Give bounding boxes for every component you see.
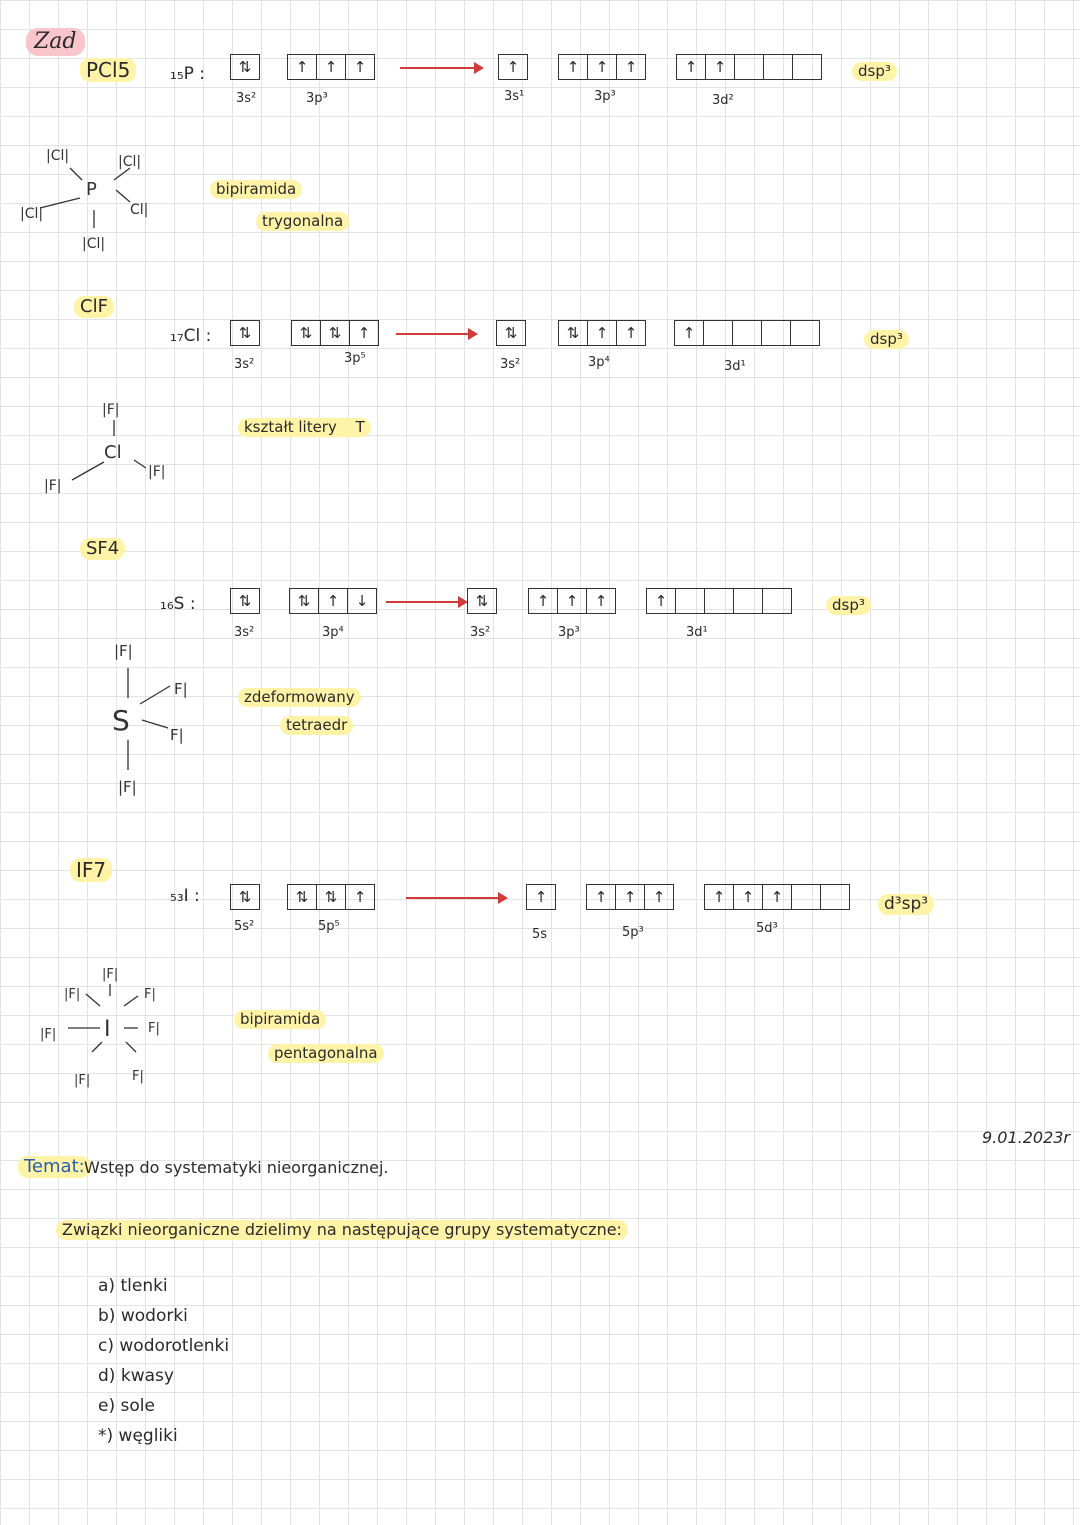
lewis-ligand: |F| xyxy=(40,1027,57,1042)
list-marker: d) xyxy=(98,1366,116,1386)
lewis-ligand: |Cl| xyxy=(82,236,106,252)
orbital-box: ↑ xyxy=(617,320,646,346)
lewis-ligand: |F| xyxy=(102,967,119,982)
formula-pcl5: PCl5 xyxy=(80,58,136,82)
title-zad: Zad xyxy=(26,28,85,56)
orbital-s-ground-3s xyxy=(230,588,260,614)
lewis-ligand: |F| xyxy=(44,478,62,494)
list-item xyxy=(98,1426,178,1446)
intro-text: Związki nieorganiczne dzielimy na następujące grupy systematyczne: xyxy=(56,1220,628,1240)
label-3p5: 3p⁵ xyxy=(344,351,366,366)
orbital-box: ⇅ xyxy=(317,884,346,910)
orbital-box: ⇅ xyxy=(230,54,260,80)
lewis-ligand: |F| xyxy=(74,1073,91,1088)
geometry-pcl5-line2: trygonalna xyxy=(256,212,349,231)
orbital-box: ↑ xyxy=(674,320,704,346)
lewis-ligand: F| xyxy=(144,987,156,1002)
list-marker: *) xyxy=(98,1426,114,1446)
label-3s2-excited: 3s² xyxy=(470,625,491,640)
lewis-center: P xyxy=(86,179,97,200)
geometry-sf4-line2: tetraedr xyxy=(280,716,353,735)
orbital-box xyxy=(763,588,792,614)
orbital-box: ⇅ xyxy=(291,320,321,346)
list-item xyxy=(98,1306,188,1326)
orbital-i-excited-5s xyxy=(526,884,556,910)
lewis-structure-sf4 xyxy=(90,636,210,806)
topic-text: Wstęp do systematyki nieorganicznej. xyxy=(84,1158,389,1177)
orbital-box: ↑ xyxy=(498,54,528,80)
hybridization-if7: d³sp³ xyxy=(878,894,934,915)
list-item xyxy=(98,1396,155,1416)
formula-if7: IF7 xyxy=(70,858,112,882)
orbital-box: ⇅ xyxy=(230,320,260,346)
geometry-sf4-line1: zdeformowany xyxy=(238,688,361,707)
list-marker: c) xyxy=(98,1336,114,1356)
excitation-arrow xyxy=(400,67,482,69)
label-3d2: 3d² xyxy=(712,93,734,108)
orbital-box: ⇅ xyxy=(496,320,526,346)
orbital-box xyxy=(676,588,705,614)
orbital-box xyxy=(705,588,734,614)
lewis-ligand: F| xyxy=(174,680,188,698)
orbital-box: ↑ xyxy=(528,588,558,614)
orbital-box: ↑ xyxy=(645,884,674,910)
orbital-box: ⇅ xyxy=(289,588,319,614)
list-marker: a) xyxy=(98,1276,116,1296)
orbital-box: ↑ xyxy=(586,884,616,910)
orbital-box: ↑ xyxy=(346,54,375,80)
orbital-box xyxy=(792,884,821,910)
lewis-ligand: |F| xyxy=(102,402,120,418)
orbital-box: ↑ xyxy=(734,884,763,910)
orbital-p-excited-3p xyxy=(558,54,646,80)
list-text: wodorotlenki xyxy=(119,1336,230,1356)
orbital-box: ↑ xyxy=(588,54,617,80)
lewis-ligand: |Cl| xyxy=(46,148,70,164)
geometry-clf-text: kształt litery xyxy=(244,418,337,436)
orbital-box: ⇅ xyxy=(230,588,260,614)
orbital-p-ground-3s xyxy=(230,54,260,80)
orbital-box: ↑ xyxy=(704,884,734,910)
orbital-box xyxy=(704,320,733,346)
geometry-clf-letter: T xyxy=(355,418,365,436)
orbital-box: ↑ xyxy=(587,588,616,614)
orbital-box: ⇅ xyxy=(321,320,350,346)
lewis-center: I xyxy=(104,1017,111,1042)
excitation-arrow xyxy=(386,601,466,603)
hybridization-sf4: dsp³ xyxy=(826,596,871,615)
orbital-box xyxy=(821,884,850,910)
geometry-if7-line2: pentagonalna xyxy=(268,1044,384,1063)
list-text: tlenki xyxy=(120,1276,168,1296)
label-3s1: 3s¹ xyxy=(504,89,525,104)
list-item xyxy=(98,1336,229,1356)
topic-label: Temat: xyxy=(18,1156,91,1178)
label-3d1: 3d¹ xyxy=(724,359,746,374)
orbital-box: ↑ xyxy=(676,54,706,80)
orbital-p-ground-3p xyxy=(287,54,375,80)
list-text: kwasy xyxy=(120,1366,174,1386)
lewis-ligand: |F| xyxy=(118,778,137,796)
list-text: węgliki xyxy=(118,1426,178,1446)
label-3p4: 3p⁴ xyxy=(588,355,610,370)
list-marker: e) xyxy=(98,1396,116,1416)
atom-label-p: ₁₅P : xyxy=(170,64,206,84)
orbital-box: ↑ xyxy=(617,54,646,80)
orbital-s-ground-3p xyxy=(289,588,377,614)
formula-clf: ClF xyxy=(74,296,114,318)
label-5p5: 5p⁵ xyxy=(318,919,340,934)
orbital-s-excited-3s xyxy=(467,588,497,614)
label-3p4: 3p⁴ xyxy=(322,625,344,640)
orbital-cl-ground-3s xyxy=(230,320,260,346)
list-text: sole xyxy=(120,1396,155,1416)
orbital-i-ground-5p xyxy=(287,884,375,910)
orbital-cl-ground-3p xyxy=(291,320,379,346)
orbital-box: ↑ xyxy=(350,320,379,346)
lewis-center: S xyxy=(112,704,130,737)
lewis-ligand: F| xyxy=(148,1021,160,1036)
lewis-ligand: |Cl| xyxy=(118,154,142,170)
orbital-box: ↑ xyxy=(317,54,346,80)
label-3s2: 3s² xyxy=(236,91,257,106)
label-3d1: 3d¹ xyxy=(686,625,708,640)
label-3p3: 3p³ xyxy=(306,91,328,106)
orbital-box: ↑ xyxy=(346,884,375,910)
lewis-ligand: Cl| xyxy=(130,202,149,218)
orbital-box: ↑ xyxy=(287,54,317,80)
lewis-ligand: |F| xyxy=(148,464,166,480)
geometry-if7-line1: bipiramida xyxy=(234,1010,326,1029)
label-3p3-excited: 3p³ xyxy=(594,89,616,104)
lewis-ligand: |F| xyxy=(64,987,81,1002)
orbital-s-excited-3p xyxy=(528,588,616,614)
orbital-box xyxy=(735,54,764,80)
hybridization-clf: dsp³ xyxy=(864,330,909,349)
lewis-structure-if7 xyxy=(40,956,190,1096)
atom-label-cl: ₁₇Cl : xyxy=(170,326,212,346)
orbital-box: ↓ xyxy=(348,588,377,614)
atom-label-s: ₁₆S : xyxy=(160,594,196,614)
orbital-cl-excited-3d xyxy=(674,320,820,346)
date: 9.01.2023r xyxy=(982,1128,1071,1147)
orbital-box xyxy=(762,320,791,346)
label-3p3: 3p³ xyxy=(558,625,580,640)
lewis-structure-pcl5 xyxy=(20,140,180,260)
orbital-cl-excited-3p xyxy=(558,320,646,346)
orbital-box: ⇅ xyxy=(230,884,260,910)
lewis-ligand: F| xyxy=(132,1069,144,1084)
formula-sf4: SF4 xyxy=(80,538,125,560)
list-item xyxy=(98,1276,168,1296)
hybridization-pcl5: dsp³ xyxy=(852,62,897,81)
orbital-box: ↑ xyxy=(616,884,645,910)
label-3s2: 3s² xyxy=(234,357,255,372)
label-5s2: 5s² xyxy=(234,919,255,934)
lewis-center: Cl xyxy=(104,442,122,463)
excitation-arrow xyxy=(406,897,506,899)
orbital-box: ↑ xyxy=(558,588,587,614)
orbital-box: ↑ xyxy=(526,884,556,910)
orbital-box xyxy=(734,588,763,614)
label-3s2: 3s² xyxy=(234,625,255,640)
orbital-box: ↑ xyxy=(588,320,617,346)
lewis-ligand: |F| xyxy=(114,642,133,660)
orbital-i-excited-5d xyxy=(704,884,850,910)
geometry-clf xyxy=(238,418,371,437)
lewis-structure-clf xyxy=(40,394,190,504)
orbital-p-excited-3s xyxy=(498,54,528,80)
lewis-ligand: F| xyxy=(170,726,184,744)
orbital-box: ⇅ xyxy=(467,588,497,614)
list-item xyxy=(98,1366,174,1386)
orbital-s-excited-3d xyxy=(646,588,792,614)
orbital-box xyxy=(733,320,762,346)
label-5s: 5s xyxy=(532,927,548,942)
label-3s2-excited: 3s² xyxy=(500,357,521,372)
orbital-box xyxy=(793,54,822,80)
orbital-box: ↑ xyxy=(763,884,792,910)
orbital-box xyxy=(764,54,793,80)
orbital-box xyxy=(791,320,820,346)
orbital-box: ↑ xyxy=(646,588,676,614)
excitation-arrow xyxy=(396,333,476,335)
orbital-i-excited-5p xyxy=(586,884,674,910)
list-text: wodorki xyxy=(120,1306,188,1326)
orbital-box: ↑ xyxy=(558,54,588,80)
orbital-i-ground-5s xyxy=(230,884,260,910)
list-marker: b) xyxy=(98,1306,116,1326)
orbital-box: ⇅ xyxy=(287,884,317,910)
label-5p3: 5p³ xyxy=(622,925,644,940)
orbital-box: ↑ xyxy=(319,588,348,614)
orbital-cl-excited-3s xyxy=(496,320,526,346)
geometry-pcl5-line1: bipiramida xyxy=(210,180,302,199)
orbital-p-excited-3d xyxy=(676,54,822,80)
atom-label-i: ₅₃I : xyxy=(170,886,200,906)
lewis-ligand: |Cl| xyxy=(20,206,44,222)
orbital-box: ⇅ xyxy=(558,320,588,346)
orbital-box: ↑ xyxy=(706,54,735,80)
label-5d3: 5d³ xyxy=(756,921,778,936)
